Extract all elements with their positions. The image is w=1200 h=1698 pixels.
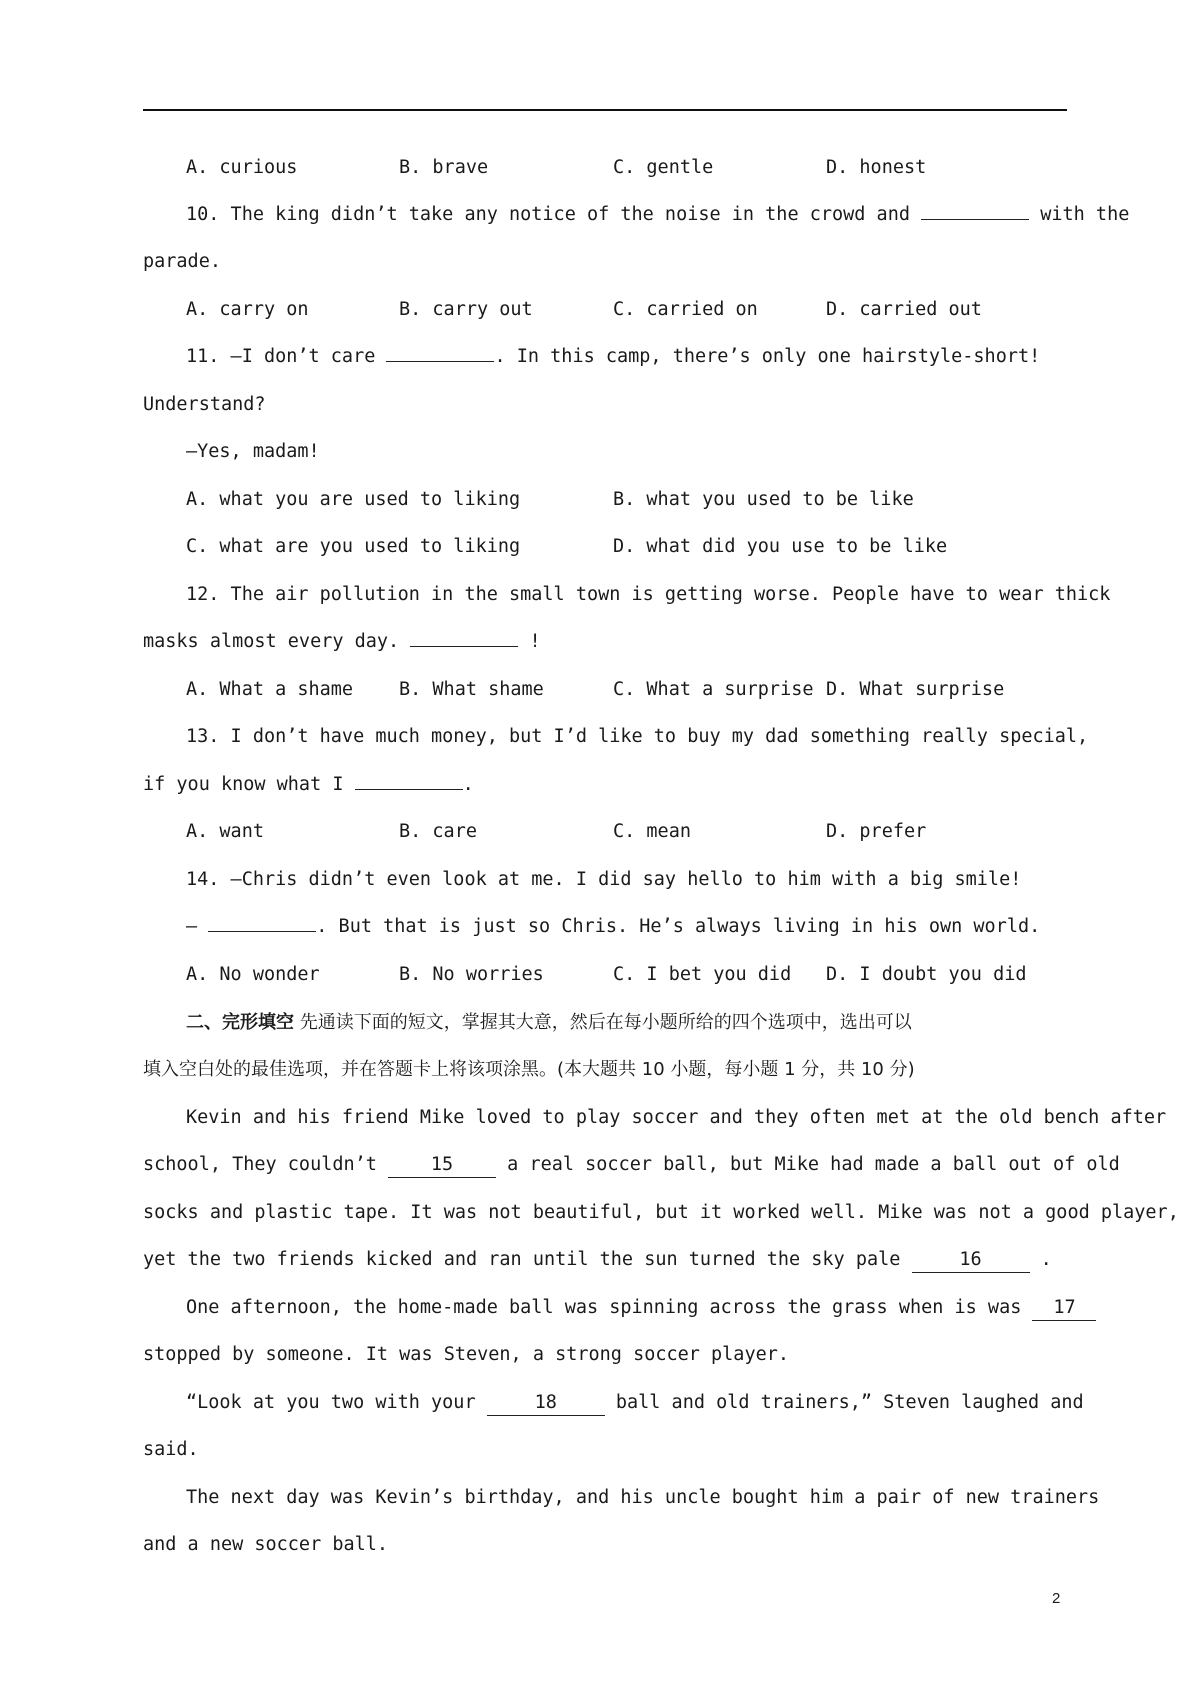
q14-stem: 14. —Chris didn’t even look at me. I did say hello to him with a big smile! [186,869,1022,890]
q10-blank [921,219,1029,220]
q13-blank [355,789,463,790]
passage-line: and a new soccer ball. [143,1534,389,1555]
q13-text-a: if you know what I [143,774,355,795]
q12-options [186,675,1067,705]
section2-instr-line1: 先通读下面的短文，掌握其大意，然后在每小题所给的四个选项中，选出可以 [299,1012,912,1033]
q14-option-d: D. I doubt you did [826,964,1027,985]
q9-option-a: A. curious [186,157,298,178]
q9-option-d: D. honest [826,157,927,178]
passage-text: yet the two friends kicked and ran until the sun turned the sky pale [143,1249,912,1270]
header-rule [143,109,1067,111]
q13-stem: 13. I don’t have much money, but I’d like to buy my dad something really special, [186,726,1089,747]
q11-stem [186,342,1067,372]
passage-line: The next day was Kevin’s birthday, and his uncle bought him a pair of new trainers [186,1487,1100,1508]
q10-stem [186,200,1130,230]
blank-16: 16 [912,1248,1030,1273]
section2-instr-line2: 填入空白处的最佳选项，并在答题卡上将该项涂黑。(本大题共 10 小题，每小题 1 分，共 10 分) [143,1059,915,1080]
q12-text-b: ! [518,631,541,652]
q11-text-a: 11. —I don’t care [186,346,387,367]
q14-blank [208,931,316,932]
passage-line: stopped by someone. It was Steven, a strong soccer player. [143,1344,790,1365]
passage-text: a real soccer ball, but Mike had made a ball out of old [496,1154,1120,1175]
q12-stem: 12. The air pollution in the small town is getting worse. People have to wear thick [186,584,1111,605]
q10-option-b: B. carry out [399,299,533,320]
q13-option-d: D. prefer [826,821,927,842]
q10-option-c: C. carried on [613,299,758,320]
passage-text: One afternoon, the home-made ball was spinning across the grass when is was [186,1297,1033,1318]
section2-instructions [186,1008,1067,1038]
q13-stem-cont [143,770,1067,800]
q10-text-a: 10. The king didn’t take any notice of the noise in the crowd and [186,204,922,225]
passage-line [143,1150,1120,1180]
blank-18: 18 [487,1391,605,1416]
q11-option-d: D. what did you use to be like [613,536,948,557]
passage-line: said. [143,1439,199,1460]
q9-option-b: B. brave [399,157,489,178]
q10-text-b: with the [1029,204,1130,225]
passage-text: school, They couldn’t [143,1154,389,1175]
q12-option-a: A. What a shame [186,679,354,700]
page-number: 2 [1052,1590,1061,1607]
q12-option-b: B. What shame [399,679,544,700]
passage-line [143,1245,1067,1275]
q14-reply [186,912,1067,942]
passage-text: ball and old trainers,” Steven laughed and [604,1392,1084,1413]
q11-blank [386,361,494,362]
q14-option-c: C. I bet you did [613,964,792,985]
q12-option-c: C. What a surprise [613,679,814,700]
q11-text-b: . In this camp, there’s only one hairstyle-short! [494,346,1041,367]
q10-option-d: D. carried out [826,299,982,320]
q12-option-d: D. What surprise [826,679,1005,700]
passage-text: . [1029,1249,1052,1270]
q12-text-a: masks almost every day. [143,631,411,652]
q13-option-b: B. care [399,821,477,842]
passage-line [186,1293,1076,1323]
q13-option-c: C. mean [613,821,691,842]
q14-text-b: . But that is just so Chris. He’s always living in his own world. [316,916,1041,937]
q14-option-b: B. No worries [399,964,544,985]
passage-line [186,1388,1084,1418]
q9-options [186,153,1067,183]
q11-option-c: C. what are you used to liking [186,536,521,557]
q13-option-a: A. want [186,821,264,842]
q11-options-row1 [186,485,1067,515]
q11-options-row2 [186,532,1067,562]
section2-heading: 二、完形填空 [186,1012,294,1033]
blank-17: 17 [1032,1296,1096,1321]
q14-options [186,960,1067,990]
q10-option-a: A. carry on [186,299,309,320]
q13-options [186,817,1067,847]
q11-stem-cont: Understand? [143,394,266,415]
q11-option-a: A. what you are used to liking [186,489,521,510]
q14-option-a: A. No wonder [186,964,320,985]
q10-options [186,295,1067,325]
q11-option-b: B. what you used to be like [613,489,914,510]
passage-line: socks and plastic tape. It was not beautiful, but it worked well. Mike was not a good player, [143,1202,1179,1223]
q13-text-b: . [462,774,474,795]
q9-option-c: C. gentle [613,157,714,178]
q11-reply: —Yes, madam! [186,441,320,462]
q14-text-a: — [186,916,209,937]
q12-blank [410,646,518,647]
passage-line: Kevin and his friend Mike loved to play soccer and they often met at the old bench after [186,1107,1167,1128]
blank-15: 15 [388,1153,496,1178]
passage-text: “Look at you two with your [186,1392,487,1413]
q10-stem-cont: parade. [143,251,221,272]
q12-stem-cont [143,627,1067,657]
